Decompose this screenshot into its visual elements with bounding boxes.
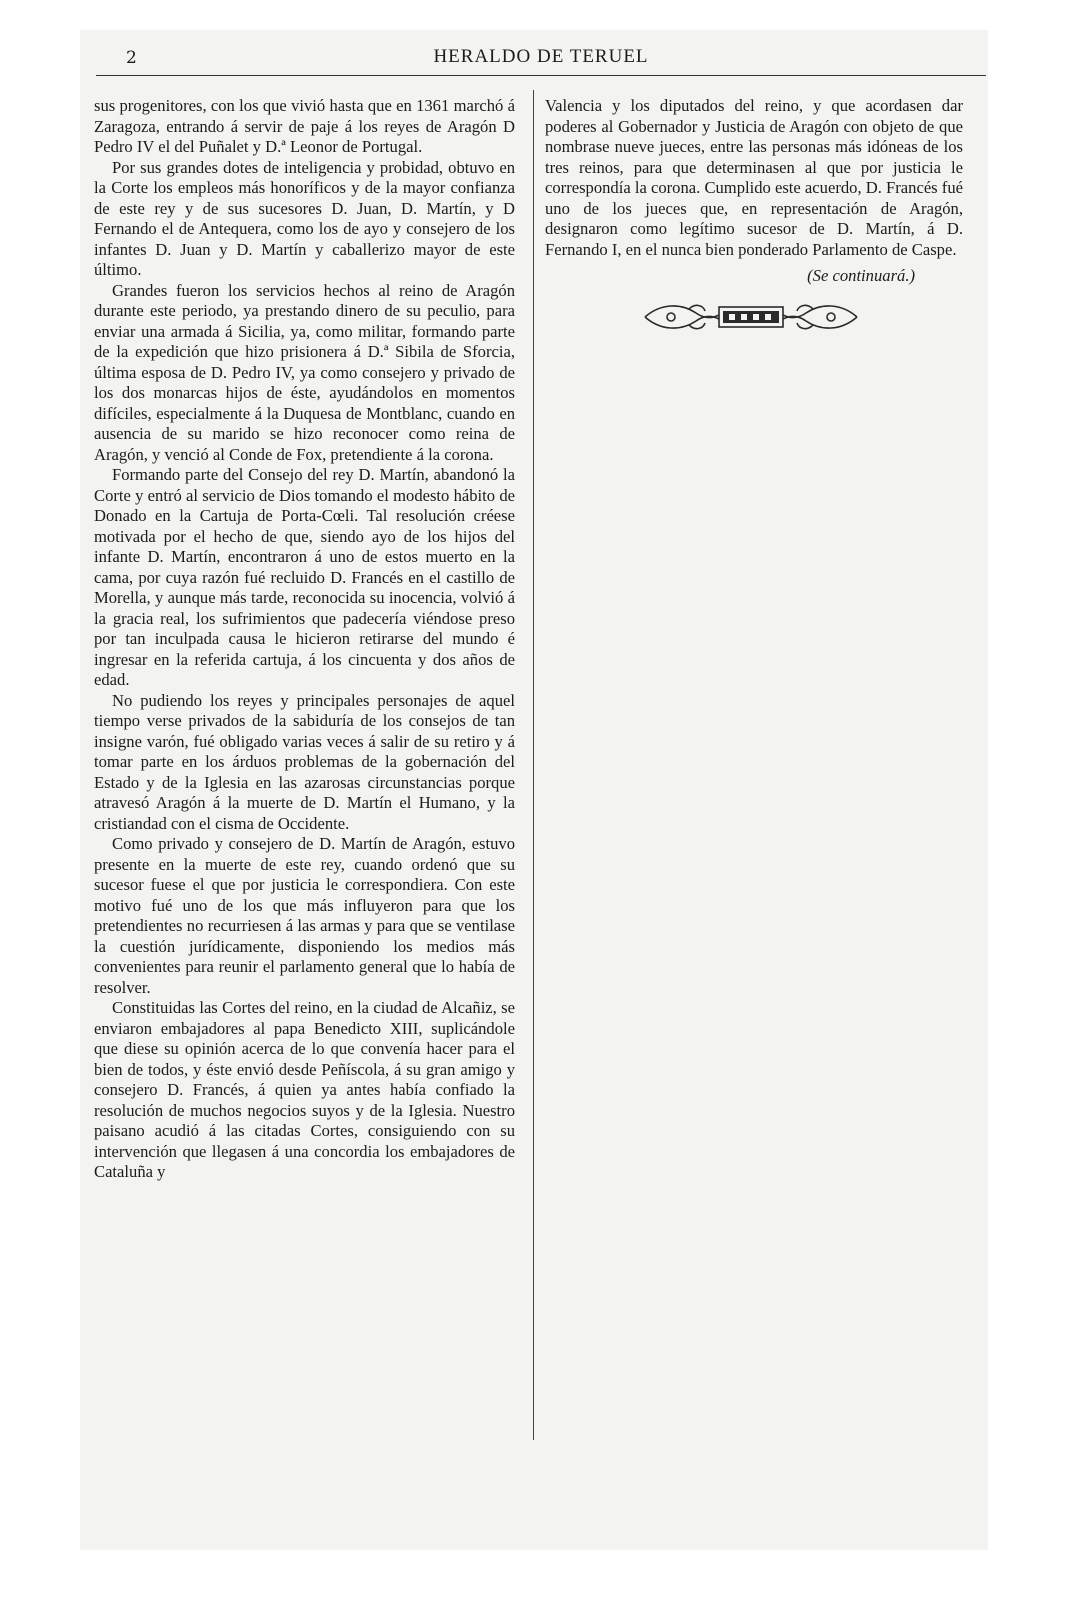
paragraph: Formando parte del Consejo del rey D. Martín, abandonó la Corte y entró al servicio de Dios tomando el modesto hábito de Donado en la Cartuja de Porta-Cœli. Tal resolución créese motivada por el hecho de que, siendo ayo de los hijos del infante D. Martín, encontraron á uno de estos muerto en la cama, por cuya razón fué recluido D. Francés en el castillo de Morella, y aunque más tarde, reconocida su inocencia, volvió á la gracia real, los sufrimientos que padecería viéndose preso por tan inculpada causa le hicieron retirarse del mundo é ingresar en la referida cartuja, á los cincuenta y dos años de edad. <box>94 465 515 689</box>
page-header <box>96 44 986 76</box>
continued-note: (Se continuará.) <box>807 266 915 285</box>
paragraph: sus progenitores, con los que vivió hasta que en 1361 marchó á Zaragoza, entrando á servir de paje á los reyes de Aragón D Pedro IV el del Puñalet y D.ª Leonor de Portugal. <box>94 96 515 156</box>
paragraph: Constituidas las Cortes del reino, en la ciudad de Alcañiz, se enviaron embajadores al papa Benedicto XIII, suplicándole que diese su opinión acerca de lo que convenía hacer para el bien de todos, y éste envió desde Peñíscola, á su gran amigo y consejero D. Francés, á quien ya antes había confiado la resolución de muchos negocios suyos y de la Iglesia. Nuestro paisano acudió á las citadas Cortes, consiguiendo con su intervención que llegasen á una concordia los embajadores de Cataluña y <box>94 998 515 1181</box>
paragraph: Valencia y los diputados del reino, y que acordasen dar poderes al Gobernador y Justicia de Aragón con objeto de que nombrase nueve jueces, entre las personas más idóneas de los tres reinos, para que determinasen al que por justicia le correspondía la corona. Cumplido este acuerdo, D. Francés fué uno de los jueces que, en representación de Aragón, designaron como legítimo sucesor de D. Martín, á D. Fernando I, en el nunca bien ponderado Parlamento de Caspe. <box>545 96 963 259</box>
running-head-title: HERALDO DE TERUEL <box>433 46 649 67</box>
paragraph: No pudiendo los reyes y principales personajes de aquel tiempo verse privados de la sabiduría de los consejos de tan insigne varón, fué obligado varias veces á salir de su retiro y á tomar parte en los árduos problemas de la gobernación del Estado y de la Iglesia en las azarosas circunstancias porque atravesó Aragón á la muerte de D. Martín el Humano, y la cristiandad con el cisma de Occidente. <box>94 690 515 833</box>
column-divider <box>533 90 534 1440</box>
header-rule <box>96 75 986 76</box>
page-number: 2 <box>126 48 137 68</box>
paragraph: Como privado y consejero de D. Martín de Aragón, estuvo presente en la muerte de este rey, cuando ordenó que su sucesor fuese el que por justicia le correspondiera. Con este motivo fué uno de los que más influyeron para que los pretendientes no recurriesen á las armas y para que se ventilase la cuestión jurídicamente, disponiendo los medios más convenientes para reunir el parlamento general que lo había de resolver. <box>94 834 515 997</box>
decorative-flourish-icon <box>641 299 861 335</box>
paragraph: Por sus grandes dotes de inteligencia y probidad, obtuvo en la Corte los empleos más honoríficos y de la mayor confianza de este rey y de sus sucesores D. Juan, D. Martín, y D Fernando el de Antequera, como los de ayo y consejero de los infantes D. Juan y D. Martín y caballerizo mayor de este último. <box>94 157 515 279</box>
paragraph: Grandes fueron los servicios hechos al reino de Aragón durante este periodo, ya prestando dinero de su peculio, para enviar una armada á Sicilia, ya, como militar, formando parte de la expedición que hizo prisionera á D.ª Sibila de Sforcia, última esposa de D. Pedro IV, ya como consejero y privado de los dos monarcas hijos de éste, ayudándolos en momentos difíciles, especialmente á la Duquesa de Montblanc, cuando en ausencia de su marido se hizo reconocer como reina de Aragón, y venció al Conde de Fox, pretendiente á la corona. <box>94 280 515 464</box>
left-column <box>94 96 515 1183</box>
right-column <box>545 96 963 335</box>
